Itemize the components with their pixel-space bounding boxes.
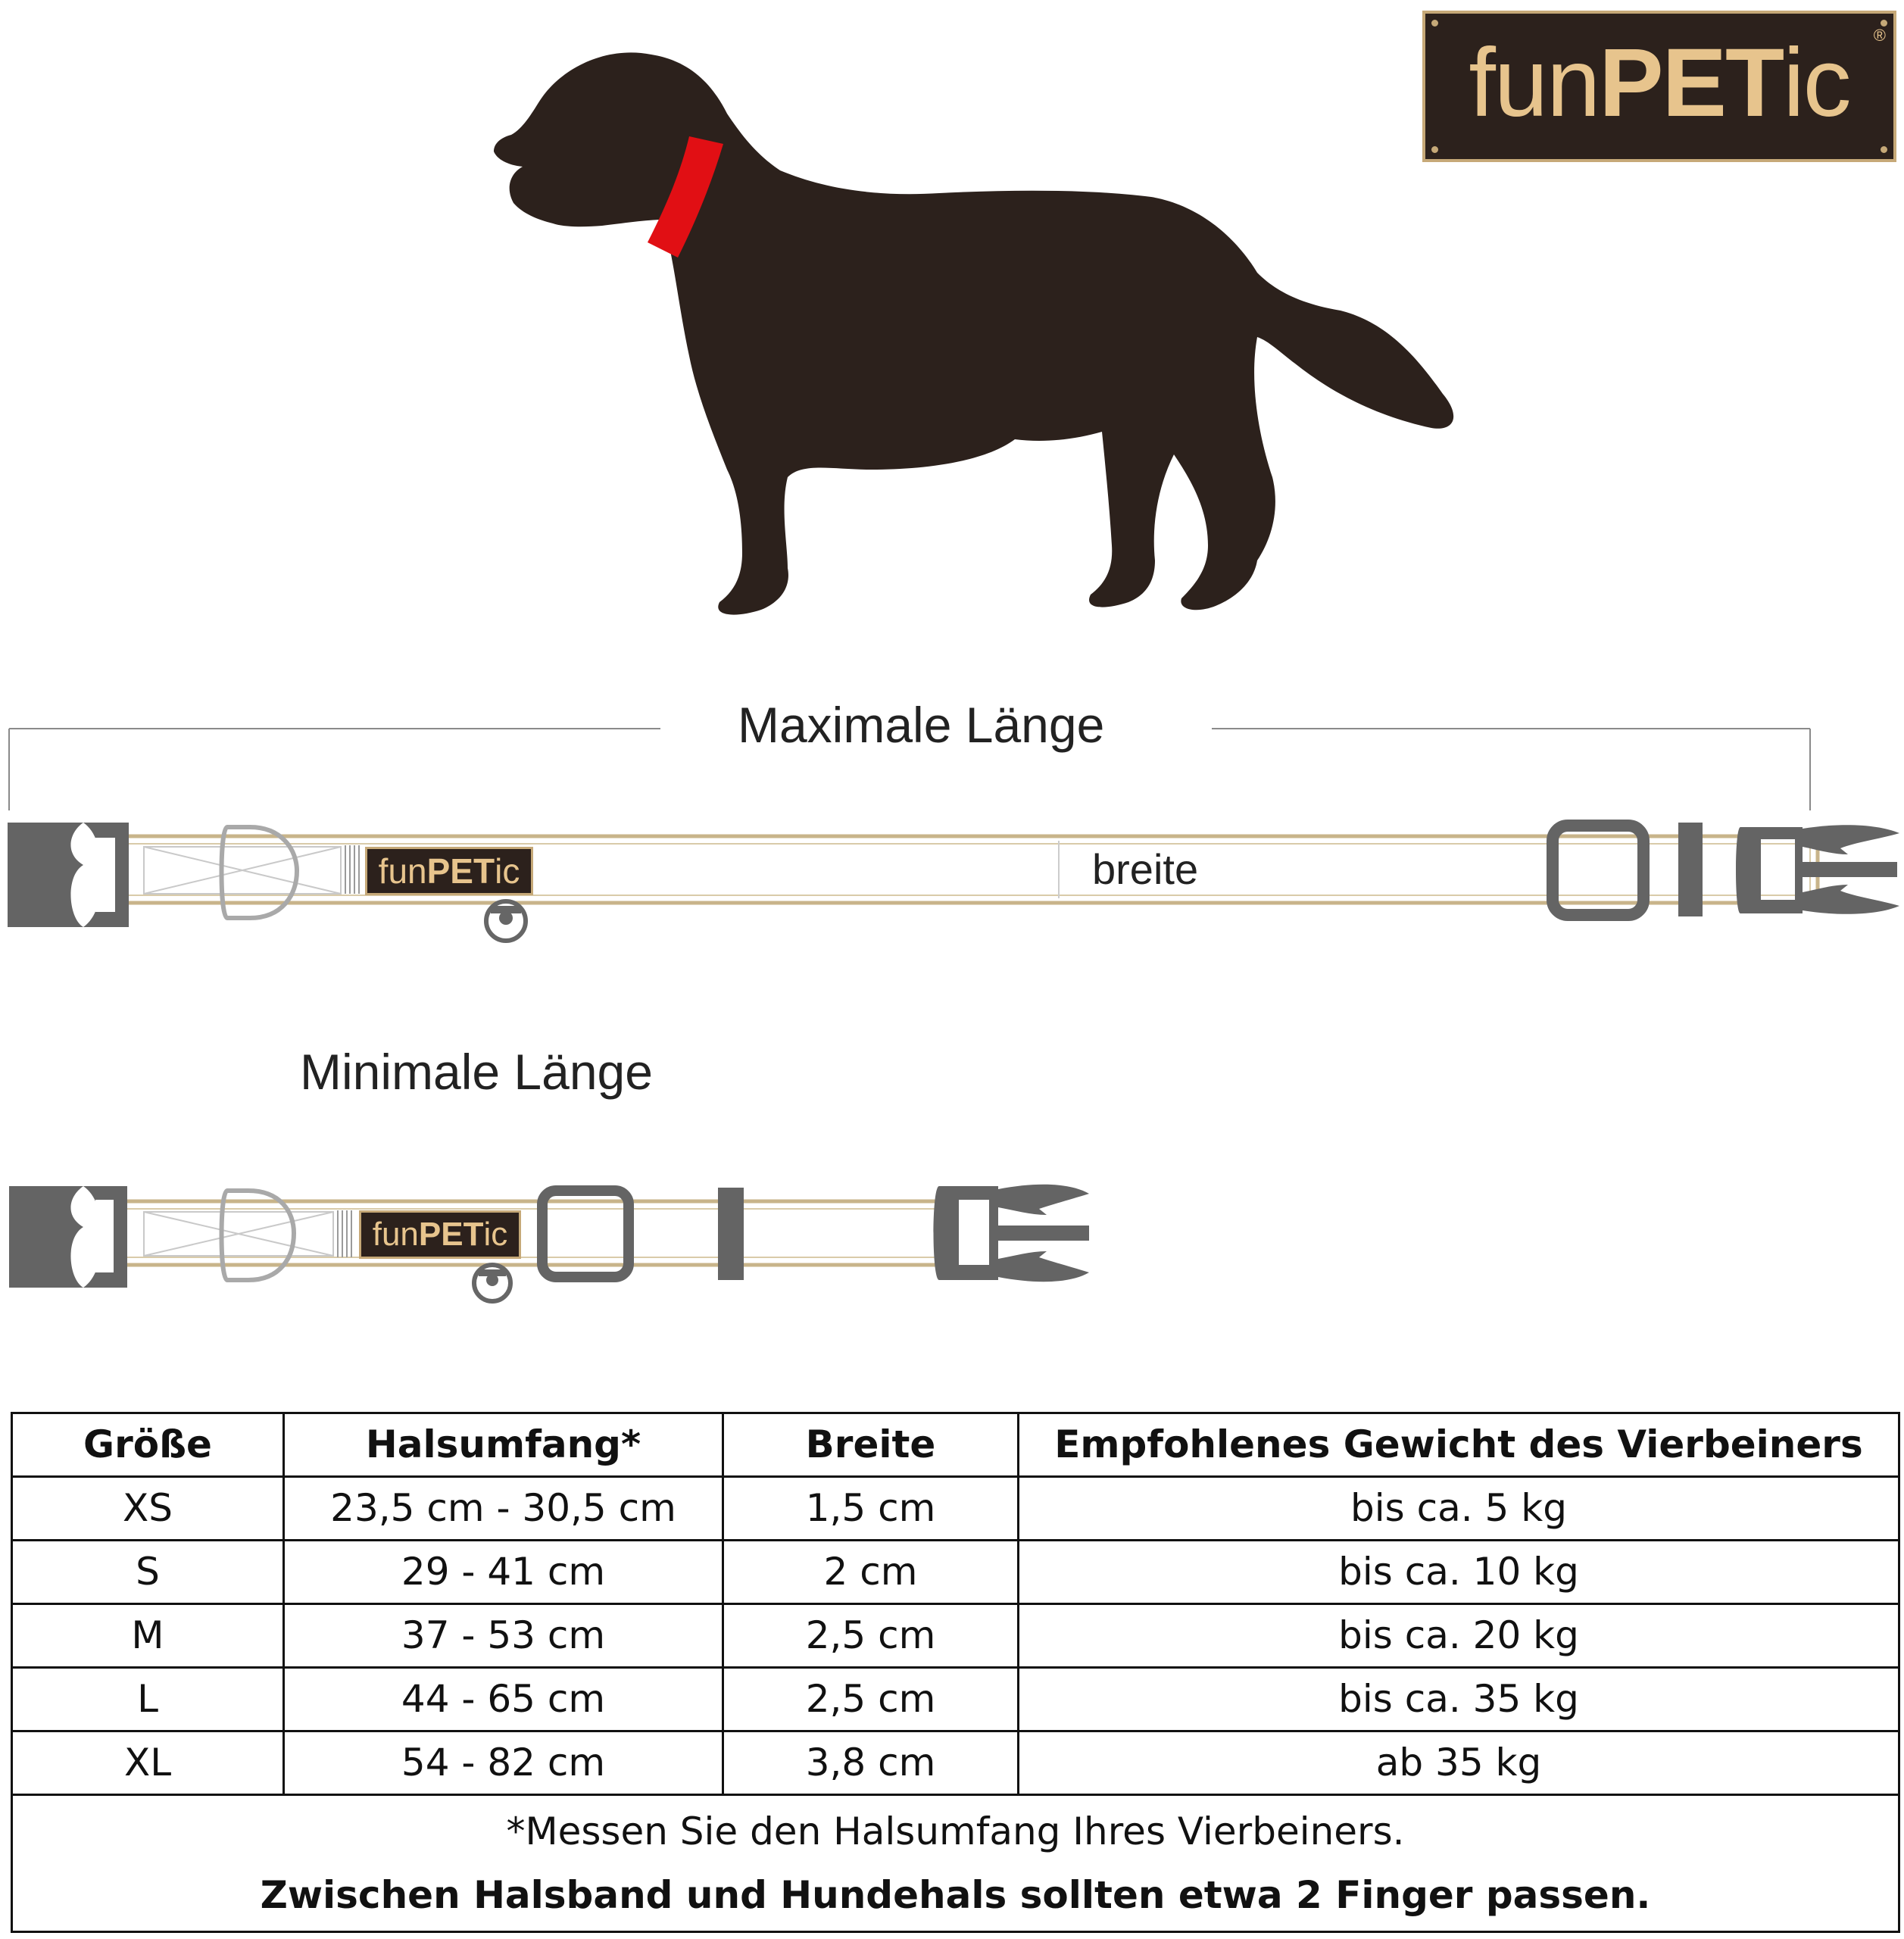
table-row	[12, 1541, 1899, 1604]
max-length-label: Maximale Länge	[738, 697, 1105, 753]
logo-part-pet: PET	[418, 1216, 484, 1253]
cell-width: 1,5 cm	[723, 1477, 1019, 1541]
note-measure-hint: *Messen Sie den Halsumfang Ihres Vierbeiners.	[506, 1809, 1405, 1853]
logo-part-ic: ic	[483, 1216, 508, 1253]
header-recommended-weight: Empfohlenes Gewicht des Vierbeiners	[1019, 1413, 1899, 1477]
cell-width: 2,5 cm	[723, 1604, 1019, 1668]
table-note-row	[12, 1795, 1899, 1932]
cell-neck: 54 - 82 cm	[284, 1731, 723, 1795]
cell-weight: ab 35 kg	[1019, 1731, 1899, 1795]
cell-neck: 23,5 cm - 30,5 cm	[284, 1477, 723, 1541]
tag-ring-icon-min	[474, 1265, 510, 1301]
size-table	[11, 1412, 1900, 1933]
min-length-label: Minimale Länge	[300, 1044, 653, 1100]
cell-weight: bis ca. 10 kg	[1019, 1541, 1899, 1604]
table-note	[12, 1795, 1899, 1932]
collar-logo-tag-min	[359, 1210, 521, 1259]
cell-width: 2 cm	[723, 1541, 1019, 1604]
buckle-male-min-icon	[934, 1185, 1090, 1282]
cell-weight: bis ca. 5 kg	[1019, 1477, 1899, 1541]
cell-weight: bis ca. 20 kg	[1019, 1604, 1899, 1668]
logo-part-ic: ic	[495, 851, 520, 891]
header-neck-circumference: Halsumfang*	[284, 1413, 723, 1477]
table-row	[12, 1668, 1899, 1731]
note-two-finger-rule: Zwischen Halsband und Hundehals sollten etwa 2 Finger passen.	[260, 1873, 1651, 1917]
logo-part-ic: ic	[1783, 29, 1850, 137]
registered-mark: ®	[1873, 26, 1886, 45]
cell-size: L	[12, 1668, 284, 1731]
cell-width: 3,8 cm	[723, 1731, 1019, 1795]
table-row	[12, 1477, 1899, 1541]
table-row	[12, 1731, 1899, 1795]
cell-size: XL	[12, 1731, 284, 1795]
logo-part-fun: fun	[1469, 29, 1600, 137]
cell-width: 2,5 cm	[723, 1668, 1019, 1731]
cell-weight: bis ca. 35 kg	[1019, 1668, 1899, 1731]
cell-size: S	[12, 1541, 284, 1604]
cell-neck: 29 - 41 cm	[284, 1541, 723, 1604]
table-row	[12, 1604, 1899, 1668]
cell-size: XS	[12, 1477, 284, 1541]
keeper-loop-min-icon	[718, 1188, 744, 1280]
cell-size: M	[12, 1604, 284, 1668]
header-width: Breite	[723, 1413, 1019, 1477]
header-size: Größe	[12, 1413, 284, 1477]
logo-part-fun: fun	[378, 851, 427, 891]
cell-neck: 37 - 53 cm	[284, 1604, 723, 1668]
cell-neck: 44 - 65 cm	[284, 1668, 723, 1731]
logo-part-fun: fun	[372, 1216, 419, 1253]
logo-part-pet: PET	[1599, 29, 1784, 137]
width-label: breite	[1092, 845, 1199, 893]
buckle-slot	[95, 1200, 114, 1272]
logo-part-pet: PET	[426, 851, 495, 891]
table-header-row	[12, 1413, 1899, 1477]
